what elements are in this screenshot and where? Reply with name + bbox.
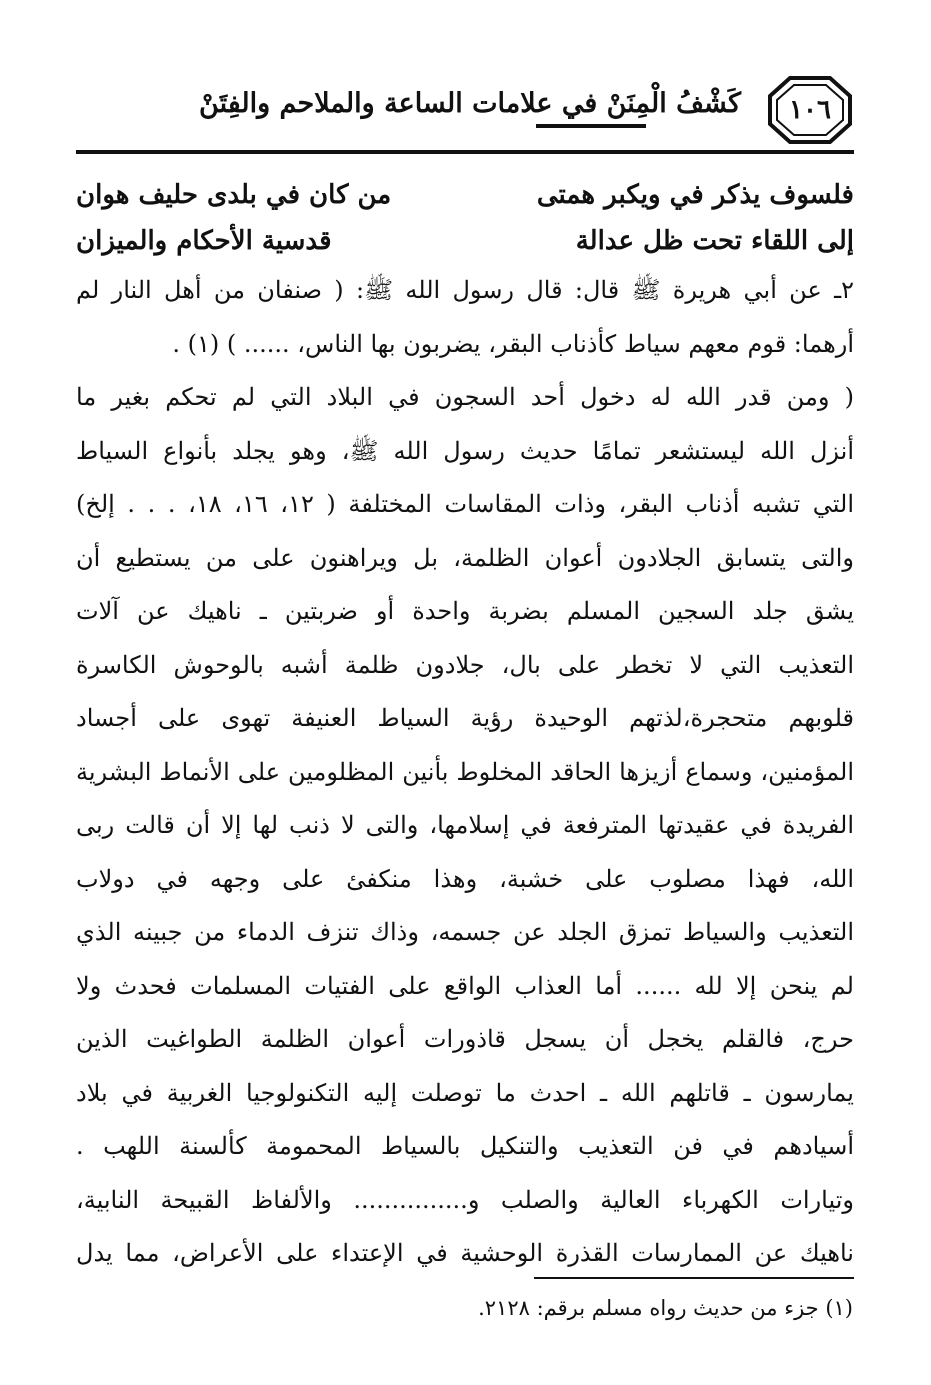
text-line: لم ينحن إلا لله ...... أما العذاب الواقع على الفتيات المسلمات فحدث ولا [76,971,854,1000]
verse-hemistich: قدسية الأحكام والميزان [76,226,332,256]
text-line: المؤمنين، وسماع أزيزها الحاقد المخلوط بأنين المظلومين على الأنماط البشرية [76,757,854,786]
running-title: كَشْفُ الْمِنَنْ في علامات الساعة والملاحم والفِتَنْ [199,88,741,119]
page-number-badge [768,76,852,144]
text-line: قلوبهم متحجرة،لذتهم الوحيدة رؤية السياط العنيفة تهوى على أجساد [76,704,854,732]
verse-hemistich: فلسوف يذكر في ويكبر همتى [536,180,854,210]
text-line: وتيارات الكهرباء العالية والصلب و............... والألفاظ القبيحة النابية، [76,1185,854,1214]
text-line: الفريدة في عقيدتها المترفعة في إسلامها، والتى لا ذنب لها إلا أن قالت ربى [76,811,854,839]
verse-line [76,218,854,264]
commentary-paragraph [76,371,854,1281]
text-line: الله، فهذا مصلوب على خشبة، وهذا منكفئ على وجهه في دولاب [76,864,854,893]
verse-line [76,172,854,218]
text-line: التعذيب والسياط تمزق الجلد عن جسمه، وذاك تنزف الدماء من جبينه الذي [76,918,854,946]
page-number: ١٠٦ [789,95,831,125]
text-line: التي تشبه أذناب البقر، وذات المقاسات المختلفة ( ١٢، ١٦، ١٨، . . . إلخ) [76,490,854,518]
header-rule [76,150,854,154]
text-line: ٢ـ عن أبي هريرة ﷺ قال: قال رسول الله ﷺ: ( صنفان من أهل النار لم [76,276,854,304]
text-line: أرهما: قوم معهم سياط كأذناب البقر، يضربون بها الناس، ...... ) (١) . [172,329,854,358]
page-header [0,0,931,160]
text-line: ( ومن قدر الله له دخول أحد السجون في البلاد التي لم تحكم بغير ما [76,383,854,411]
text-line: ناهيك عن الممارسات القذرة الوحشية في الإعتداء على الأعراض، مما يدل [76,1239,854,1267]
footnote-rule [534,1277,854,1279]
main-text [76,172,854,1281]
header-dash [536,124,646,128]
text-line: يشق جلد السجين المسلم بضربة واحدة أو ضربتين ـ ناهيك عن آلات [76,597,854,625]
verse-hemistich: من كان في بلدى حليف هوان [76,180,392,210]
text-line: التعذيب التي لا تخطر على بال، جلادون ظلمة أشبه بالوحوش الكاسرة [76,650,854,679]
text-line: أنزل الله ليستشعر تمامًا حديث رسول الله ﷺ، وهو يجلد بأنواع السياط [76,436,854,465]
text-line: أسيادهم في فن التعذيب والتنكيل بالسياط المحمومة كألسنة اللهب . [76,1132,854,1160]
verse-hemistich: إلى اللقاء تحت ظل عدالة [575,226,854,256]
text-line: والتى يتسابق الجلادون أعوان الظلمة، بل ويراهنون على من يستطيع أن [76,543,854,572]
text-line: يمارسون ـ قاتلهم الله ـ احدث ما توصلت إليه التكنولوجيا الغربية في بلاد [76,1078,854,1107]
text-line: حرج، فالقلم يخجل أن يسجل قاذورات أعوان الظلمة الطواغيت الذين [76,1025,854,1053]
hadith-paragraph [76,264,854,371]
footnote: (١) جزء من حديث رواه مسلم برقم: ٢١٢٨. [478,1296,853,1320]
